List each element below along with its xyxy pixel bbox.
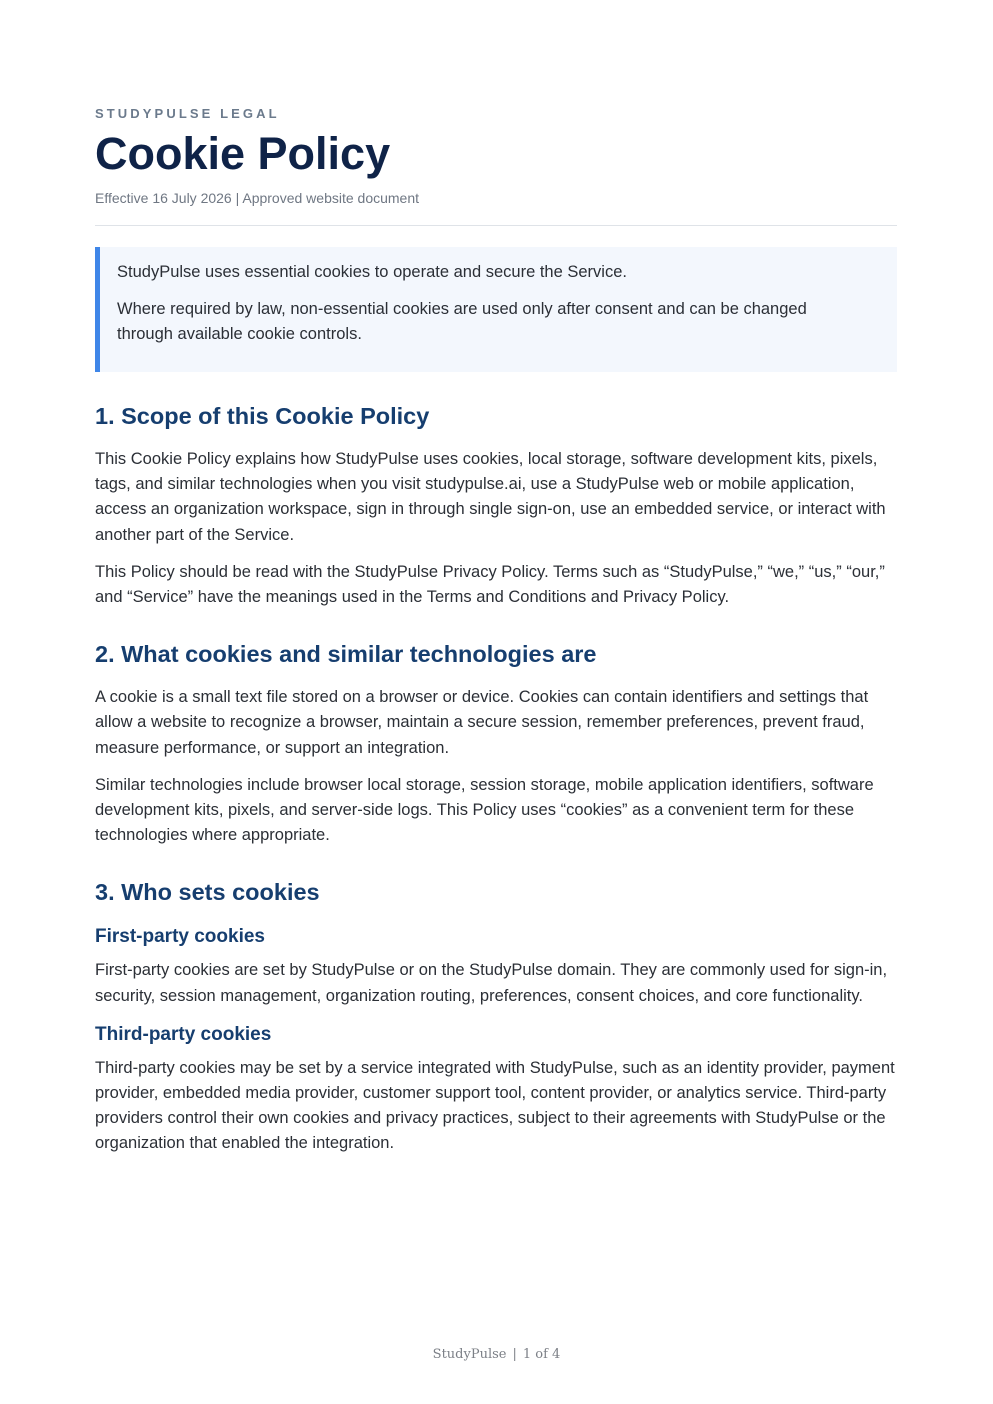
section-scope-paragraph-1: This Cookie Policy explains how StudyPulse uses cookies, local storage, software development kits, pixels, tags, and similar technologies when you visit studypulse.ai, use a StudyPulse web or mobile application, access an organization workspace, sign in through single sign-on, use an embedded service, or interact with another part of the Service. <box>95 450 886 544</box>
section-scope <box>95 398 897 610</box>
third-party-paragraph: Third-party cookies may be set by a service integrated with StudyPulse, such as an identity provider, payment provider, embedded media provider, customer support tool, content provider, or analytics service. Third-party providers control their own cookies and privacy practices, subject to their agreements with StudyPulse or the organization that enabled the integration. <box>95 1058 895 1153</box>
summary-line-2: Where required by law, non-essential cookies are used only after consent and can be changed through available cookie controls. <box>117 300 807 343</box>
section-definitions-paragraph-1: A cookie is a small text file stored on a browser or device. Cookies can contain identifiers and settings that allow a website to recognize a browser, maintain a secure session, remember preferences, prevent fraud, measure performance, or support an integration. <box>95 688 869 757</box>
section-definitions-paragraph-2: Similar technologies include browser local storage, session storage, mobile application identifiers, software development kits, pixels, and server-side logs. This Policy uses “cookies” as a convenient term for these technologies where appropriate. <box>95 775 874 845</box>
effective-date-meta: Effective 16 July 2026 | Approved website document <box>95 190 420 206</box>
doc-eyebrow: STUDYPULSE LEGAL <box>95 106 280 121</box>
page-number: 1 of 4 <box>522 1347 561 1362</box>
first-party-paragraph: First-party cookies are set by StudyPulse or on the StudyPulse domain. They are commonly used for sign-in, security, session management, organization routing, preferences, consent choices, and core functionality. <box>95 961 888 1005</box>
subsection-first-party <box>95 923 897 1008</box>
policy-content <box>95 398 897 1183</box>
section-scope-paragraph-2: This Policy should be read with the StudyPulse Privacy Policy. Terms such as “StudyPulse,” “we,” “us,” “our,” and “Service” have the meanings used in the Terms and Conditions and Privacy Policy. <box>95 562 885 607</box>
footer-separator: | <box>512 1347 517 1362</box>
subheading-third-party: Third-party cookies <box>95 1023 272 1045</box>
summary-line-1: StudyPulse uses essential cookies to operate and secure the Service. <box>117 263 627 281</box>
section-who-sets <box>95 874 897 1156</box>
header-divider <box>95 225 897 226</box>
section-heading-definitions: 2. What cookies and similar technologies are <box>95 641 597 668</box>
page-title: Cookie Policy <box>95 128 391 179</box>
section-heading-scope: 1. Scope of this Cookie Policy <box>95 403 430 429</box>
page-footer <box>0 1347 993 1362</box>
summary-callout <box>95 247 897 372</box>
subsection-third-party <box>95 1021 897 1157</box>
section-definitions <box>95 636 897 848</box>
footer-brand: StudyPulse <box>432 1347 507 1362</box>
subheading-first-party: First-party cookies <box>95 926 265 948</box>
section-heading-who-sets: 3. Who sets cookies <box>95 879 320 906</box>
